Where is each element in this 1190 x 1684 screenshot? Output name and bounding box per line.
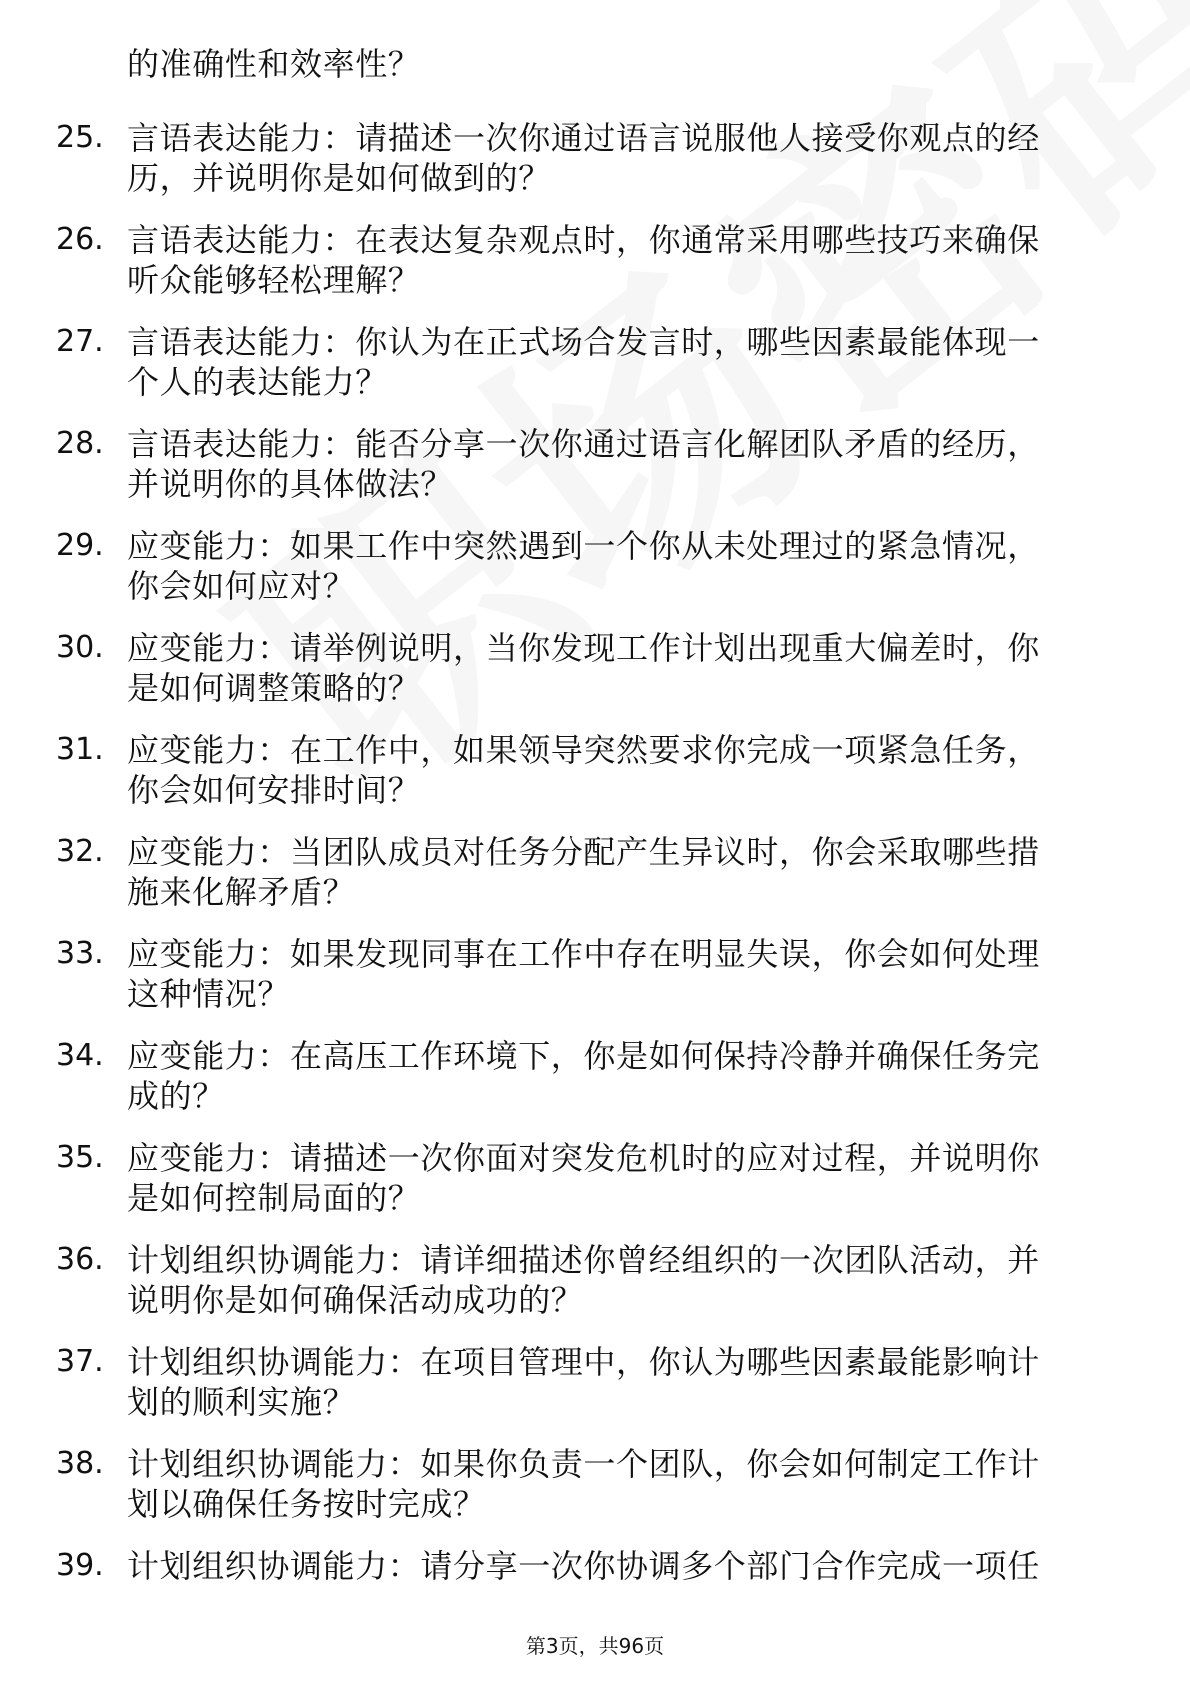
question-text: 应变能力：当团队成员对任务分配产生异议时，你会采取哪些措 施来化解矛盾？ — [127, 833, 1040, 911]
question-text: 言语表达能力：请描述一次你通过语言说服他人接受你观点的经 历，并说明你是如何做到的？ — [127, 119, 1040, 197]
question-text: 应变能力：如果工作中突然遇到一个你从未处理过的紧急情况， 你会如何应对？ — [127, 527, 1040, 605]
page-footer: 第3页，共96页 — [525, 1634, 665, 1658]
question-number: 39. — [56, 1548, 104, 1583]
question-text: 应变能力：在高压工作环境下，你是如何保持冷静并确保任务完 成的？ — [127, 1037, 1040, 1115]
question-item — [0, 1036, 1190, 1138]
question-item — [0, 1444, 1190, 1546]
question-number: 30. — [56, 630, 104, 665]
question-item — [0, 1342, 1190, 1444]
question-item — [0, 526, 1190, 628]
question-item — [0, 628, 1190, 730]
question-number: 38. — [56, 1446, 104, 1481]
question-number: 31. — [56, 732, 104, 767]
question-item — [0, 220, 1190, 322]
question-number: 28. — [56, 426, 104, 461]
question-text: 言语表达能力：能否分享一次你通过语言化解团队矛盾的经历， 并说明你的具体做法？ — [127, 425, 1040, 503]
question-text: 计划组织协调能力：请分享一次你协调多个部门合作完成一项任 — [127, 1547, 1040, 1585]
question-text: 的准确性和效率性？ — [127, 45, 421, 83]
question-text: 应变能力：请举例说明，当你发现工作计划出现重大偏差时，你 是如何调整策略的？ — [127, 629, 1040, 707]
question-item — [0, 730, 1190, 832]
question-number: 27. — [56, 324, 104, 359]
question-item — [0, 322, 1190, 424]
question-number: 33. — [56, 936, 104, 971]
question-item — [0, 44, 1190, 118]
question-text: 计划组织协调能力：如果你负责一个团队，你会如何制定工作计 划以确保任务按时完成？ — [127, 1445, 1040, 1523]
question-item — [0, 1138, 1190, 1240]
question-list — [0, 44, 1190, 1648]
question-number: 37. — [56, 1344, 104, 1379]
question-number: 36. — [56, 1242, 104, 1277]
question-number: 26. — [56, 222, 104, 257]
question-text: 计划组织协调能力：请详细描述你曾经组织的一次团队活动，并 说明你是如何确保活动成功的？ — [127, 1241, 1040, 1319]
question-item — [0, 1240, 1190, 1342]
question-text: 应变能力：如果发现同事在工作中存在明显失误，你会如何处理 这种情况？ — [127, 935, 1040, 1013]
question-number: 34. — [56, 1038, 104, 1073]
question-text: 言语表达能力：你认为在正式场合发言时，哪些因素最能体现一 个人的表达能力？ — [127, 323, 1040, 401]
question-number: 35. — [56, 1140, 104, 1175]
question-number: 25. — [56, 120, 104, 155]
question-item — [0, 934, 1190, 1036]
question-number: 29. — [56, 528, 104, 563]
question-item — [0, 424, 1190, 526]
question-text: 计划组织协调能力：在项目管理中，你认为哪些因素最能影响计 划的顺利实施？ — [127, 1343, 1040, 1421]
question-item — [0, 118, 1190, 220]
question-text: 言语表达能力：在表达复杂观点时，你通常采用哪些技巧来确保 听众能够轻松理解？ — [127, 221, 1040, 299]
question-text: 应变能力：请描述一次你面对突发危机时的应对过程，并说明你 是如何控制局面的？ — [127, 1139, 1040, 1217]
question-number: 32. — [56, 834, 104, 869]
question-item — [0, 832, 1190, 934]
question-text: 应变能力：在工作中，如果领导突然要求你完成一项紧急任务， 你会如何安排时间？ — [127, 731, 1040, 809]
